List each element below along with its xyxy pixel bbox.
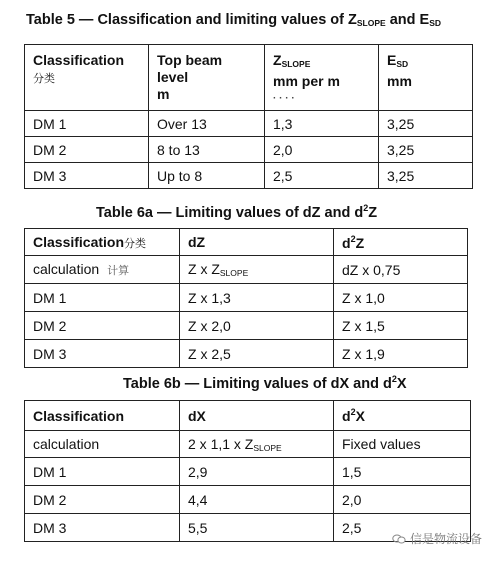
table5-cell: DM 2: [25, 137, 149, 163]
table5-cell: Up to 8: [149, 163, 265, 189]
table-row: [25, 458, 471, 486]
table6a-calc-label: calculation 计算: [25, 256, 180, 284]
table6b-header-classification: Classification: [25, 401, 180, 431]
table5-cell: 1,3: [265, 111, 379, 137]
table-row: [25, 137, 473, 163]
table6a-cell: Z x 1,5: [334, 312, 468, 340]
table5: [24, 44, 473, 189]
table6a-header-dz: dZ: [180, 229, 334, 256]
table6a-calc-d2z: dZ x 0,75: [334, 256, 468, 284]
table6b-cell: DM 3: [25, 514, 180, 542]
table-row: [25, 284, 468, 312]
table5-cell: 2,5: [265, 163, 379, 189]
table6a-cell: Z x 1,3: [180, 284, 334, 312]
table6b-cell: DM 1: [25, 458, 180, 486]
table6a-cell: Z x 2,0: [180, 312, 334, 340]
table6a-cell: Z x 2,5: [180, 340, 334, 368]
table5-header-classification: Classification 分类: [25, 45, 149, 111]
table5-cell: 8 to 13: [149, 137, 265, 163]
table5-cell: Over 13: [149, 111, 265, 137]
table6b-cell: 5,5: [180, 514, 334, 542]
table-row: [25, 312, 468, 340]
table6a-cell: DM 1: [25, 284, 180, 312]
table5-cell: 3,25: [379, 111, 473, 137]
table6a-cell: DM 2: [25, 312, 180, 340]
table6b-cell: DM 2: [25, 486, 180, 514]
table6b-header-row: [25, 401, 471, 431]
table5-cell: 3,25: [379, 137, 473, 163]
table5-header-z-slope: $Z_{SLOPE}$ mm per m · · · ·: [265, 45, 379, 111]
table6b-cell: 1,5: [334, 458, 471, 486]
table5-cell: 2,0: [265, 137, 379, 163]
table6b-cell: 4,4: [180, 486, 334, 514]
watermark: [392, 530, 482, 547]
table6b-caption: Table 6b — Limiting values of dX and $d^2X$: [123, 374, 407, 392]
table6b-calc-label: calculation: [25, 431, 180, 458]
table6b-cell: 2,5: [334, 514, 471, 542]
table6a-calc-dz: Z x $Z_{SLOPE}$: [180, 256, 334, 284]
table-row: [25, 486, 471, 514]
table6a-header-d2z: $d^2Z$: [334, 229, 468, 256]
wechat-logo-icon: [392, 534, 406, 544]
table6b-cell: 2,0: [334, 486, 471, 514]
table-row: [25, 431, 471, 458]
table6b-calc-dx: 2 x 1,1 x $Z_{SLOPE}$: [180, 431, 334, 458]
table6a-header-row: [25, 229, 468, 256]
table6a: [24, 228, 468, 368]
table5-caption: Table 5 — Classification and limiting values of $Z_{SLOPE}$ and $E_{SD}$: [26, 12, 442, 28]
table5-cell: DM 3: [25, 163, 149, 189]
table6a-cell: DM 3: [25, 340, 180, 368]
table6a-cell: Z x 1,0: [334, 284, 468, 312]
table6b-header-dx: dX: [180, 401, 334, 431]
table5-header-e-sd: $E_{SD}$ mm: [379, 45, 473, 111]
table5-header-row: [25, 45, 473, 111]
table6a-header-classification: Classification分类: [25, 229, 180, 256]
watermark-text: 信是物流设备: [409, 532, 482, 546]
table-row: [25, 111, 473, 137]
table6b-cell: 2,9: [180, 458, 334, 486]
table6b-calc-d2x: Fixed values: [334, 431, 471, 458]
table6b: [24, 400, 471, 542]
table5-cell: DM 1: [25, 111, 149, 137]
table5-cell: 3,25: [379, 163, 473, 189]
table5-header-top-beam-level: Top beam level m: [149, 45, 265, 111]
table6a-caption: Table 6a — Limiting values of dZ and $d^2Z$: [96, 203, 378, 221]
table6a-cell: Z x 1,9: [334, 340, 468, 368]
table-row: [25, 163, 473, 189]
table6b-header-d2x: $d^2X$: [334, 401, 471, 431]
table-row: [25, 256, 468, 284]
table-row: [25, 340, 468, 368]
